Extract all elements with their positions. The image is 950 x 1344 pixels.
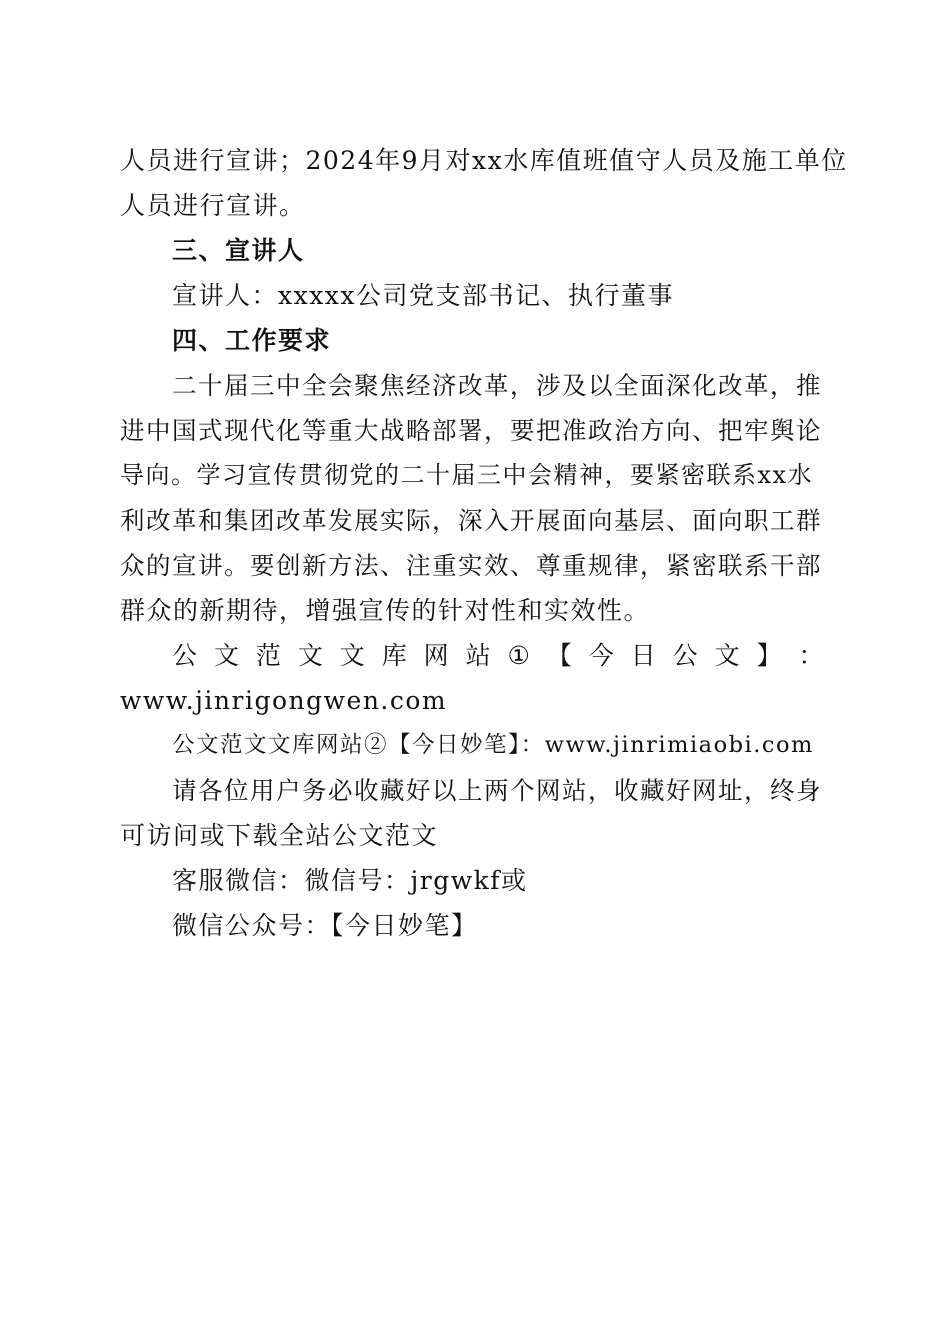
paragraph-line-3: 导向。学习宣传贯彻党的二十届三中会精神，要紧密联系xx水 [120, 461, 814, 489]
website-2-line: 公文范文文库网站②【今日妙笔】：www.jinrimiaobi.com [172, 732, 814, 758]
website-1-char: ① [507, 641, 532, 670]
website-1-char: 站 [465, 641, 493, 670]
website-1-char: 库 [381, 641, 409, 670]
text-line-1: 人员进行宣讲；2024年9月对xx水库值班值守人员及施工单位 [120, 146, 848, 175]
paragraph-line-5: 众的宣讲。要创新方法、注重实效、尊重规律，紧密联系干部 [120, 551, 822, 580]
notice-line-1: 请各位用户务必收藏好以上两个网站，收藏好网址，终身 [172, 776, 822, 805]
website-1-char: 公 [172, 641, 199, 670]
website-1-char: 文 [339, 641, 367, 670]
website-1-char: 公 [672, 641, 700, 670]
website-1-char: 文 [714, 641, 742, 670]
customer-service-line: 客服微信：微信号：jrgwkf或 [172, 866, 528, 895]
website-1-char: 日 [630, 641, 658, 670]
website-1-char: 今 [588, 641, 616, 670]
website-1-char: 文 [297, 641, 325, 670]
paragraph-line-2: 进中国式现代化等重大战略部署，要把准政治方向、把牢舆论 [120, 416, 822, 445]
section-heading-speaker: 三、宣讲人 [172, 236, 305, 265]
wechat-account-line: 微信公众号：【今日妙笔】 [172, 911, 478, 940]
section-heading-requirements: 四、工作要求 [172, 326, 332, 355]
website-1-url: www.jinrigongwen.com [120, 686, 448, 715]
text-line-2: 人员进行宣讲。 [120, 191, 306, 220]
speaker-line: 宣讲人：xxxxx公司党支部书记、执行董事 [172, 281, 674, 310]
paragraph-line-1: 二十届三中全会聚焦经济改革，涉及以全面深化改革，推 [172, 371, 822, 400]
website-1-char: ： [798, 641, 825, 670]
website-1-char: 文 [213, 641, 241, 670]
website-1-char: 【 [546, 641, 574, 670]
document-page [120, 138, 848, 948]
website-1-char: 】 [756, 641, 784, 670]
paragraph-line-4: 利改革和集团改革发展实际，深入开展面向基层、面向职工群 [120, 506, 822, 535]
notice-line-2: 可访问或下载全站公文范文 [120, 821, 439, 850]
website-1-char: 范 [255, 641, 283, 670]
website-1-line [120, 633, 825, 678]
paragraph-line-6: 群众的新期待，增强宣传的针对性和实效性。 [120, 596, 651, 625]
website-1-char: 网 [423, 641, 451, 670]
